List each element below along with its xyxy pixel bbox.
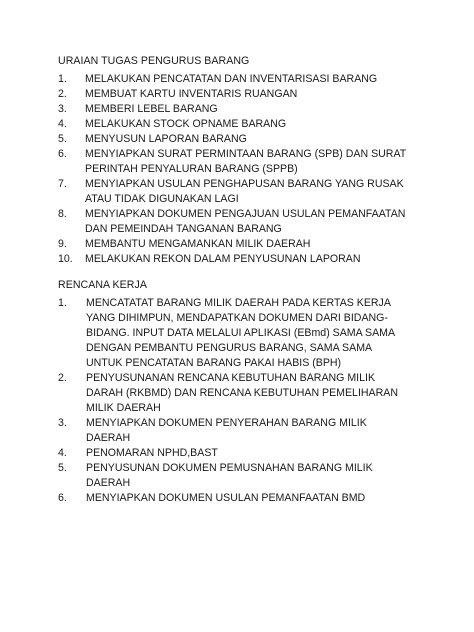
item-text: MELAKUKAN REKON DALAM PENYUSUNAN LAPORAN — [85, 253, 361, 265]
list-item — [58, 87, 418, 102]
list-item — [58, 491, 403, 506]
rencana-kerja-list — [58, 296, 403, 506]
list-item — [58, 252, 418, 267]
item-number: 4. — [58, 118, 67, 130]
section-title-uraian-tugas: URAIAN TUGAS PENGURUS BARANG — [58, 55, 250, 67]
item-text: PENOMARAN NPHD,BAST — [86, 447, 218, 459]
item-number: 10. — [58, 253, 73, 265]
list-item — [58, 461, 403, 491]
item-number: 5. — [58, 462, 67, 474]
list-item — [58, 132, 418, 147]
item-number: 4. — [58, 447, 67, 459]
item-number: 3. — [58, 417, 67, 429]
item-text: MENCATATAT BARANG MILIK DAERAH PADA KERTAS KERJA YANG DIHIMPUN, MENDAPATKAN DOKUMEN DARI BIDANG- BIDANG. INPUT DATA MELALUI APLIKASI (EBmd) SAMA SAMA DENGAN PEMBANTU PENGURUS BARANG, SAMA SAMA UNTUK PENCATATAN BARANG PAKAI HABIS (BPH) — [86, 297, 395, 369]
item-text: MEMBANTU MENGAMANKAN MILIK DAERAH — [85, 238, 311, 250]
item-number: 1. — [58, 73, 67, 85]
item-text: MENYIAPKAN SURAT PERMINTAAN BARANG (SPB) DAN SURAT PERINTAH PENYALURAN BARANG (SPPB) — [85, 148, 407, 175]
item-text: MENYIAPKAN USULAN PENGHAPUSAN BARANG YANG RUSAK ATAU TIDAK DIGUNAKAN LAGI — [85, 178, 404, 205]
uraian-tugas-list — [58, 72, 418, 267]
item-number: 5. — [58, 133, 67, 145]
item-text: MEMBERI LEBEL BARANG — [85, 103, 218, 115]
section-title-rencana-kerja: RENCANA KERJA — [58, 279, 147, 291]
item-text: PENYUSUNAN DOKUMEN PEMUSNAHAN BARANG MILIK DAERAH — [86, 462, 373, 489]
list-item — [58, 237, 418, 252]
item-text: MENYUSUN LAPORAN BARANG — [85, 133, 247, 145]
item-text: MENYIAPKAN DOKUMEN PENGAJUAN USULAN PEMANFAATAN DAN PEMEINDAH TANGANAN BARANG — [85, 208, 406, 235]
list-item — [58, 102, 418, 117]
item-text: MENYIAPKAN DOKUMEN USULAN PEMANFAATAN BMD — [86, 492, 366, 504]
item-text: PENYUSUNANAN RENCANA KEBUTUHAN BARANG MILIK DARAH (RKBMD) DAN RENCANA KEBUTUHAN PEMELIHARAN MILIK DAERAH — [86, 372, 398, 414]
item-number: 7. — [58, 178, 67, 190]
item-number: 6. — [58, 492, 67, 504]
item-text: MENYIAPKAN DOKUMEN PENYERAHAN BARANG MILIK DAERAH — [86, 417, 367, 444]
item-number: 2. — [58, 88, 67, 100]
item-number: 9. — [58, 238, 67, 250]
list-item — [58, 117, 418, 132]
list-item — [58, 446, 403, 461]
list-item — [58, 72, 418, 87]
item-number: 1. — [58, 297, 67, 309]
list-item — [58, 177, 418, 207]
item-number: 3. — [58, 103, 67, 115]
item-number: 8. — [58, 208, 67, 220]
item-number: 6. — [58, 148, 67, 160]
list-item — [58, 207, 418, 237]
list-item — [58, 416, 403, 446]
list-item — [58, 296, 403, 371]
item-text: MELAKUKAN STOCK OPNAME BARANG — [85, 118, 287, 130]
item-number: 2. — [58, 372, 67, 384]
item-text: MEMBUAT KARTU INVENTARIS RUANGAN — [85, 88, 298, 100]
list-item — [58, 147, 418, 177]
list-item — [58, 371, 403, 416]
item-text: MELAKUKAN PENCATATAN DAN INVENTARISASI BARANG — [85, 73, 378, 85]
